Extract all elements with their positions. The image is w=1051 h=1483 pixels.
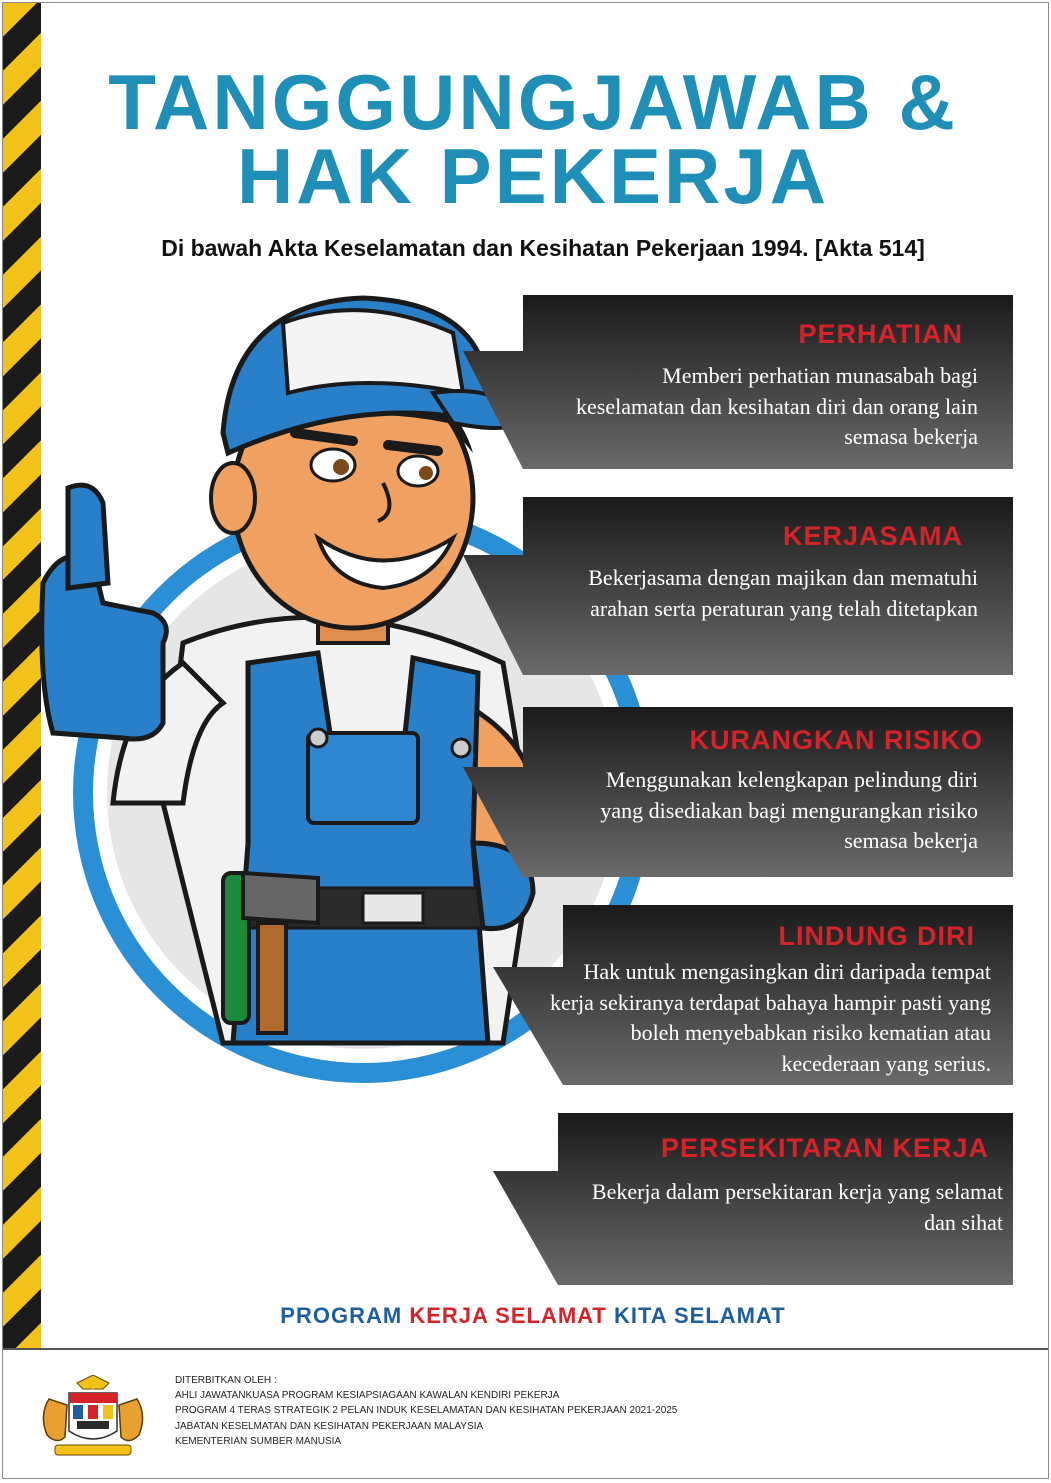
panel-title: PERHATIAN [798, 319, 963, 349]
slogan-part-3: KITA SELAMAT [614, 1303, 786, 1328]
panel-title: PERSEKITARAN KERJA [660, 1133, 989, 1163]
footer-divider [3, 1348, 1048, 1350]
footer-line: PROGRAM 4 TERAS STRATEGIK 2 PELAN INDUK KESELAMATAN DAN KESIHATAN PEKERJAAN 2021-2025 [175, 1405, 678, 1417]
slogan-part-1: PROGRAM [280, 1303, 403, 1328]
panel-title: LINDUNG DIRI [778, 921, 975, 951]
footer-line: KEMENTERIAN SUMBER MANUSIA [175, 1435, 342, 1447]
footer-line: JABATAN KESELMATAN DAN KESIHATAN PEKERJAAN MALAYSIA [175, 1420, 484, 1432]
panel-body: Menggunakan kelengkapan pelindung diri yang disediakan bagi mengurangkan risiko semasa bekerja [600, 767, 978, 853]
program-slogan [203, 1303, 863, 1329]
panel-body: Hak untuk mengasingkan diri daripada tempat kerja sekiranya terdapat bahaya hampir pasti yang boleh menyebabkan risiko kematian atau kecederaan yang serius. [549, 959, 991, 1076]
panel-body: Bekerja dalam persekitaran kerja yang selamat dan sihat [591, 1179, 1003, 1235]
footer-line: DITERBITKAN OLEH : [175, 1375, 277, 1386]
panel-body: Memberi perhatian munasabah bagi keselamatan dan kesihatan diri dan orang lain semasa bekerja [576, 363, 978, 449]
publisher-info [175, 1373, 677, 1449]
panel-title: KURANGKAN RISIKO [689, 725, 983, 755]
page-subtitle: Di bawah Akta Keselamatan dan Kesihatan Pekerjaan 1994. [Akta 514] [161, 235, 925, 261]
panel-kerjasama [463, 497, 1013, 675]
panel-kurangkan-risiko [463, 707, 1013, 877]
panel-lindung-diri [463, 905, 1013, 1085]
title-line-2: HAK PEKERJA [236, 132, 830, 220]
poster [2, 2, 1049, 1479]
panel-persekitaran-kerja [463, 1113, 1013, 1285]
panel-body: Bekerjasama dengan majikan dan mematuhi arahan serta peraturan yang telah ditetapkan [588, 565, 978, 621]
malaysia-crest-icon [37, 1375, 149, 1461]
page-title [63, 58, 1003, 220]
panel-title: KERJASAMA [782, 521, 963, 551]
slogan-part-2: KERJA SELAMAT [409, 1303, 607, 1328]
footer-line: AHLI JAWATANKUASA PROGRAM KESIAPSIAGAAN KAWALAN KENDIRI PEKERJA [175, 1390, 560, 1402]
panel-perhatian [463, 295, 1013, 469]
title-line-1: TANGGUNGJAWAB & [108, 58, 958, 146]
